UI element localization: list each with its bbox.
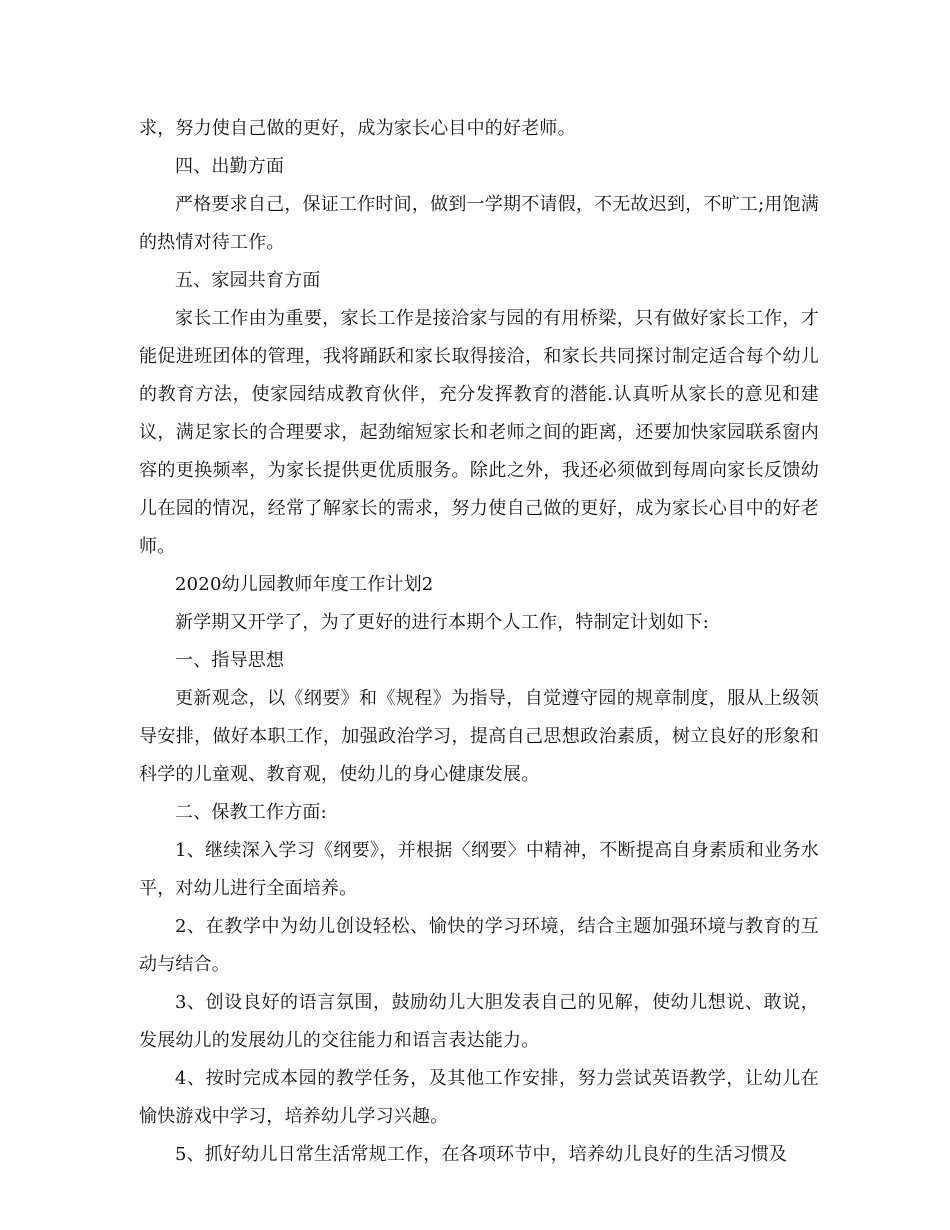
paragraph-2: 严格要求自己，保证工作时间，做到一学期不请假，不无故迟到，不旷工;用饱满的热情对待工作。 xyxy=(139,194,819,253)
paragraph-8: 更新观念，以《纲要》和《规程》为指导，自觉遵守园的规章制度，服从上级领导安排，做好本职工作，加强政治学习，提高自己思想政治素质，树立良好的形象和科学的儿童观、教育观，使幼儿的身心健康发展。 xyxy=(139,688,819,785)
section-heading-teaching-work: 二、保教工作方面: xyxy=(175,802,327,823)
list-item-5: 5、抓好幼儿日常生活常规工作，在各项环节中，培养幼儿良好的生活习惯及 xyxy=(175,1144,788,1165)
section-heading-attendance: 四、出勤方面 xyxy=(175,156,285,177)
list-item-3: 3、创设良好的语言氛围，鼓励幼儿大胆发表自己的见解，使幼儿想说、敢说，发展幼儿的发展幼儿的交往能力和语言表达能力。 xyxy=(139,992,819,1051)
paragraph-6: 新学期又开学了，为了更好的进行本期个人工作，特制定计划如下: xyxy=(175,612,710,633)
list-item-4: 4、按时完成本园的教学任务，及其他工作安排，努力尝试英语教学，让幼儿在愉快游戏中学习，培养幼儿学习兴趣。 xyxy=(139,1068,819,1127)
list-item-2: 2、在教学中为幼儿创设轻松、愉快的学习环境，结合主题加强环境与教育的互动与结合。 xyxy=(139,916,819,975)
plan-title: 2020幼儿园教师年度工作计划2 xyxy=(175,574,434,595)
paragraph-0: 求，努力使自己做的更好，成为家长心目中的好老师。 xyxy=(139,118,576,139)
paragraph-4: 家长工作由为重要，家长工作是接洽家与园的有用桥梁，只有做好家长工作，才能促进班团体的管理，我将踊跃和家长取得接洽，和家长共同探讨制定适合每个幼儿的教育方法，使家园结成教育伙伴，充分发挥教育的潜能.认真听从家长的意见和建议，满足家长的合理要求，起劲缩短家长和老师之间的距离，还要加快家园联系窗内容的更换频率，为家长提供更优质服务。除此之外，我还必须做到每周向家长反馈幼儿在园的情况，经常了解家长的需求，努力使自己做的更好，成为家长心目中的好老师。 xyxy=(139,308,819,557)
list-item-1: 1、继续深入学习《纲要》，并根据〈纲要〉中精神，不断提高自身素质和业务水平，对幼儿进行全面培养。 xyxy=(139,840,819,899)
section-heading-guiding-idea: 一、指导思想 xyxy=(175,650,285,671)
document-body xyxy=(139,110,819,1174)
section-heading-home-school: 五、家园共育方面 xyxy=(175,270,321,291)
